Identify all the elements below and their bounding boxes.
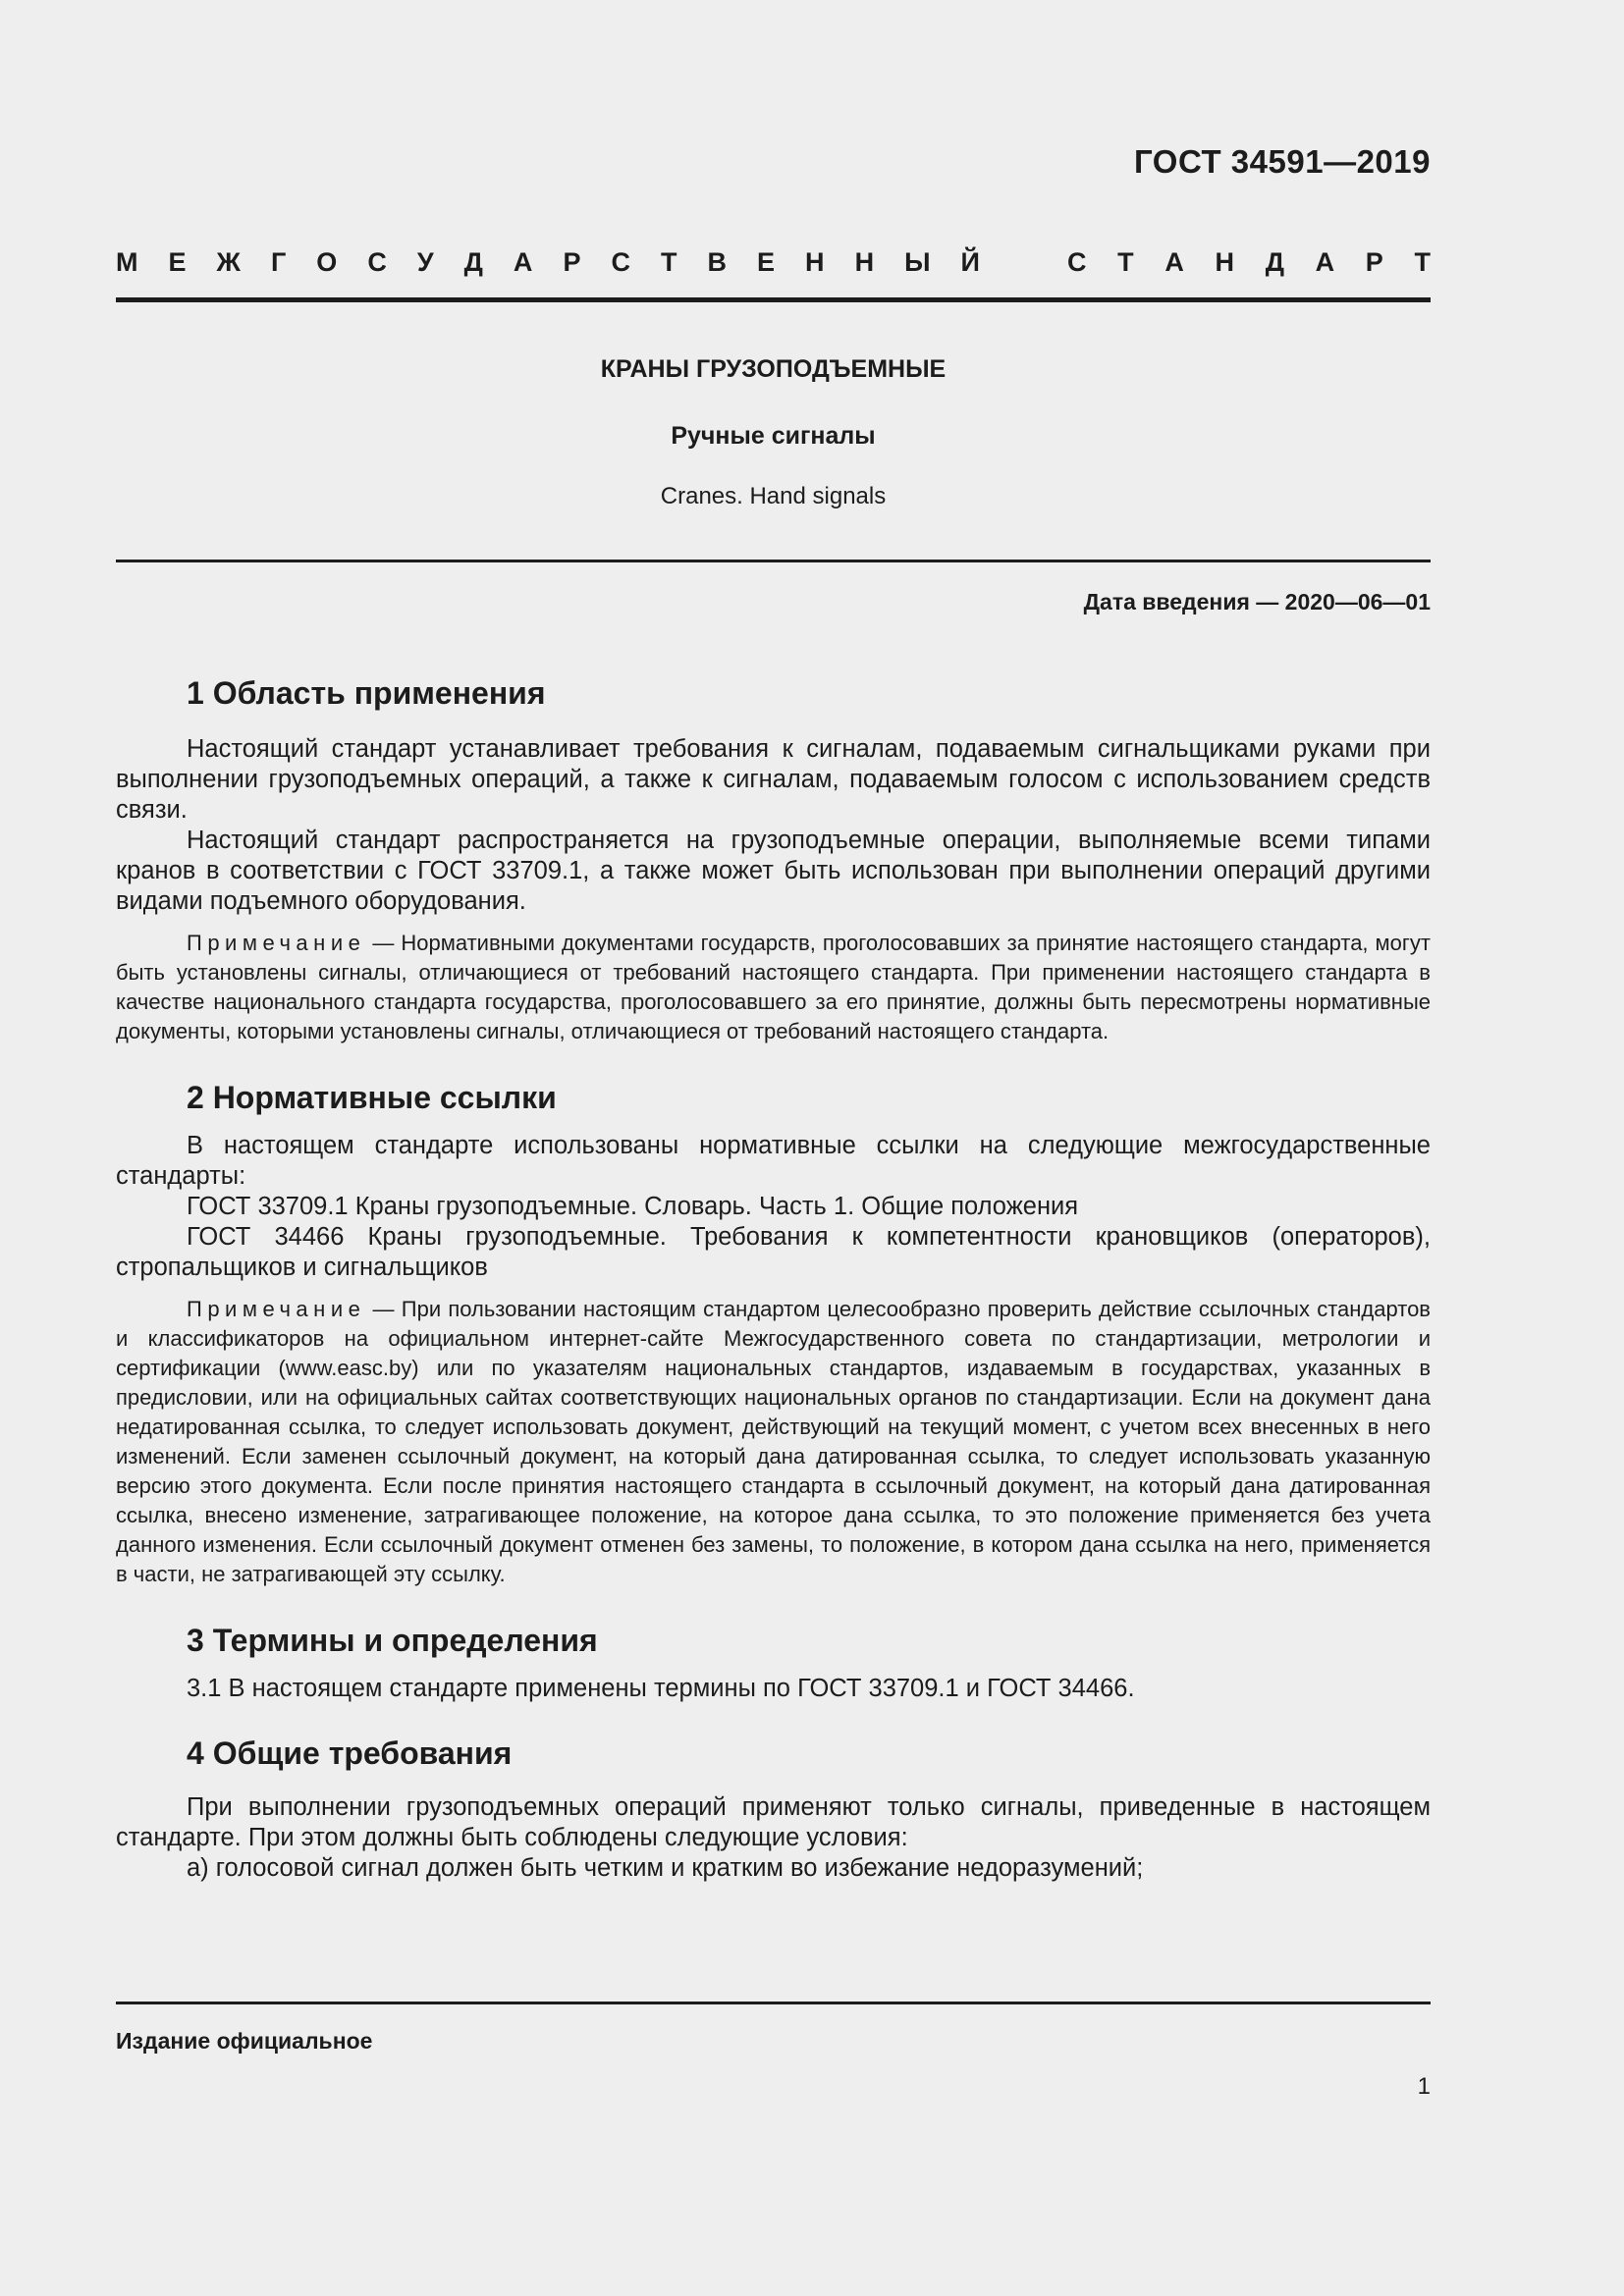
section-2-paragraph-1: В настоящем стандарте использованы нормативные ссылки на следующие межгосударственные стандарты:: [116, 1132, 1431, 1190]
note-text: — При пользовании настоящим стандартом целесообразно проверить действие ссылочных стандартов и классификаторов на официальном интернет-сайте Межгосударственного совета по стандартизации, метрологии и сертификации (www.easc.by) или по указателям национальных стандартов, издаваемым в государствах, указанных в предисловии, или на официальных сайтах соответствующих национальных органов по стандартизации. Если на документ дана недатированная ссылка, то следует использовать документ, действующий на текущий момент, с учетом всех внесенных в него изменений. Если заменен ссылочный документ, на который дана датированная ссылка, то следует использовать указанную версию этого документа. Если после принятия настоящего стандарта в ссылочный документ, на который дана датированная ссылка, внесено изменение, затрагивающее положение, на которое дана ссылка, то это положение применяется без учета данного изменения. Если ссылочный документ отменен без замены, то положение, в котором дана ссылка на него, применяется в части, не затрагивающей эту ссылку.: [116, 1297, 1431, 1586]
document-subtitle: Ручные сигналы: [671, 422, 876, 450]
note-label: Примечание: [187, 1297, 366, 1321]
spaced-letter: У: [416, 247, 434, 277]
spaced-letter: Г: [270, 247, 287, 277]
spaced-letter: Ы: [904, 247, 931, 277]
spaced-letter: Р: [563, 247, 581, 277]
section-1-paragraph-2: Настоящий стандарт распространяется на грузоподъемные операции, выполняемые всеми типами кранов в соответствии с ГОСТ 33709.1, а также может быть использован при выполнении операций другими видами подъемного оборудования.: [116, 827, 1431, 915]
spaced-letter: Ж: [216, 247, 241, 277]
spaced-letter: Е: [757, 247, 776, 277]
footer-divider: [116, 2002, 1431, 2004]
page-number: 1: [1417, 2073, 1431, 2100]
section-4-paragraph-1: При выполнении грузоподъемных операций применяют только сигналы, приведенные в настоящем стандарте. При этом должны быть соблюдены следующие условия:: [116, 1793, 1431, 1851]
section-1-note: [116, 929, 1431, 1046]
spaced-letter: Д: [463, 247, 483, 277]
spaced-letter: Н: [854, 247, 875, 277]
spaced-letter: Н: [1215, 247, 1235, 277]
standard-type-word-1: [116, 247, 980, 278]
spaced-letter: Т: [1414, 247, 1431, 277]
spaced-letter: С: [367, 247, 387, 277]
spaced-letter: Т: [1117, 247, 1134, 277]
document-number: ГОСТ 34591—2019: [1134, 143, 1431, 180]
spaced-letter: А: [513, 247, 533, 277]
spaced-letter: Т: [660, 247, 677, 277]
spaced-letter: С: [1067, 247, 1087, 277]
section-1-paragraph-1: Настоящий стандарт устанавливает требования к сигналам, подаваемым сигнальщиками руками при выполнении грузоподъемных операций, а также к сигналам, подаваемым голосом с использованием средств связи.: [116, 735, 1431, 824]
spaced-letter: М: [116, 247, 138, 277]
document-title: КРАНЫ ГРУЗОПОДЪЕМНЫЕ: [600, 355, 947, 383]
spaced-letter: Р: [1365, 247, 1383, 277]
introduction-date: Дата введения — 2020—06—01: [1083, 589, 1431, 614]
spaced-letter: А: [1315, 247, 1335, 277]
spaced-letter: А: [1164, 247, 1184, 277]
reference-gost-33709-1: ГОСТ 33709.1 Краны грузоподъемные. Словарь. Часть 1. Общие положения: [187, 1193, 1079, 1220]
note-text: — Нормативными документами государств, проголосовавших за принятие настоящего стандарта, могут быть установлены сигналы, отличающиеся от требований настоящего стандарта. При применении настоящего стандарта в качестве национального стандарта государства, проголосовавшего за его принятие, должны быть пересмотрены нормативные документы, которыми установлены сигналы, отличающиеся от требований настоящего стандарта.: [116, 931, 1431, 1043]
section-2-note: [116, 1295, 1431, 1589]
spaced-letter: Н: [805, 247, 825, 277]
section-4-item-a: а) голосовой сигнал должен быть четким и кратким во избежание недоразумений;: [187, 1854, 1144, 1882]
standard-type-line: [116, 247, 1431, 278]
document-body: [116, 673, 1431, 1884]
section-1-heading: 1 Область применения: [187, 675, 546, 711]
title-divider: [116, 560, 1431, 562]
section-3-heading: 3 Термины и определения: [187, 1623, 598, 1658]
official-edition-label: Издание официальное: [116, 2028, 373, 2054]
standard-type-word-2: [1067, 247, 1431, 278]
spaced-letter: Е: [168, 247, 187, 277]
spaced-letter: В: [707, 247, 727, 277]
document-page: [116, 0, 1431, 2296]
note-label: Примечание: [187, 931, 366, 955]
spaced-letter: Й: [960, 247, 980, 277]
header-divider: [116, 297, 1431, 302]
spaced-letter: Д: [1265, 247, 1284, 277]
spaced-letter: С: [611, 247, 630, 277]
section-2-heading: 2 Нормативные ссылки: [187, 1080, 557, 1115]
reference-gost-34466: ГОСТ 34466 Краны грузоподъемные. Требования к компетентности крановщиков (операторов), стропальщиков и сигнальщиков: [116, 1223, 1431, 1281]
section-3-paragraph-1: 3.1 В настоящем стандарте применены термины по ГОСТ 33709.1 и ГОСТ 34466.: [187, 1675, 1135, 1702]
spaced-letter: О: [316, 247, 338, 277]
section-4-heading: 4 Общие требования: [187, 1735, 513, 1771]
english-title: Cranes. Hand signals: [660, 483, 887, 509]
